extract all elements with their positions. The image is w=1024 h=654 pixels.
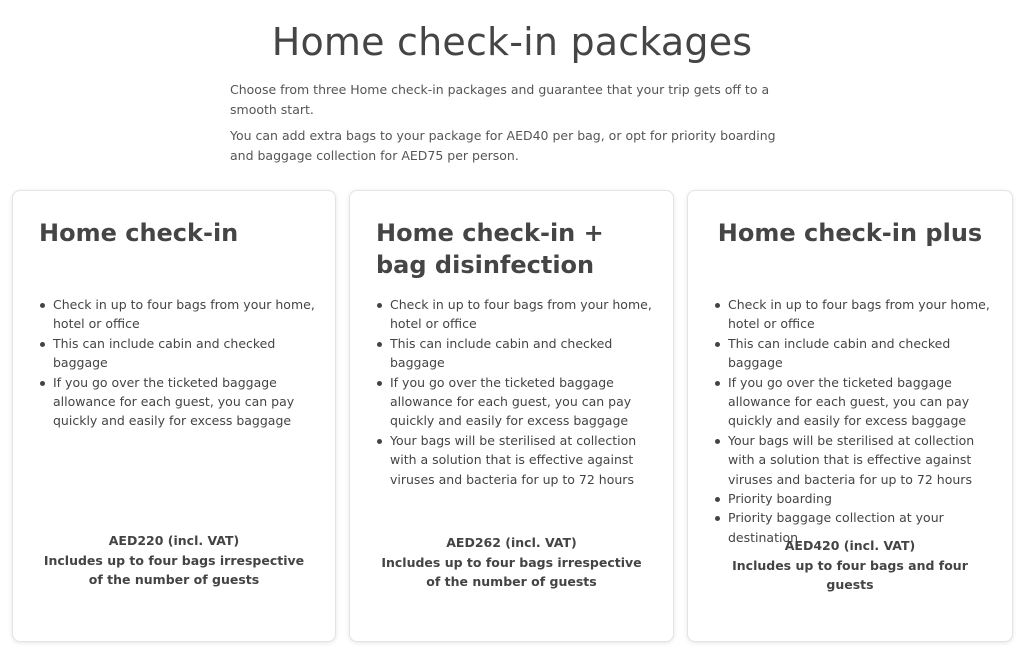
feature-item: Your bags will be sterilised at collection with a solution that is effective against viruses and bacteria for up to 72 hours (714, 431, 1002, 489)
price-block (688, 536, 1012, 595)
intro-text (230, 80, 790, 172)
feature-list (376, 295, 661, 489)
feature-item: Check in up to four bags from your home, hotel or office (376, 295, 661, 334)
feature-list (714, 295, 1002, 547)
package-title: Home check-in (39, 219, 239, 247)
package-price: AED420 (incl. VAT) (784, 538, 916, 553)
feature-item: Priority boarding (714, 489, 1002, 508)
feature-item: If you go over the ticketed baggage allowance for each guest, you can pay quickly and easily for excess baggage (376, 373, 661, 431)
package-price-note: Includes up to four bags irrespective of the number of guests (43, 552, 305, 587)
package-price: AED262 (incl. VAT) (446, 535, 577, 550)
package-card-home-check-in-plus (687, 190, 1013, 642)
feature-item: This can include cabin and checked baggage (39, 334, 324, 373)
feature-item: This can include cabin and checked baggage (376, 334, 661, 373)
price-block (13, 531, 335, 590)
package-title: Home check-in + bag disinfection (376, 219, 604, 279)
feature-item: Priority baggage collection at your destination (714, 508, 1002, 547)
package-title: Home check-in plus (717, 219, 983, 247)
feature-item: This can include cabin and checked baggage (714, 334, 1002, 373)
price-block (350, 533, 673, 592)
feature-item: Check in up to four bags from your home, hotel or office (714, 295, 1002, 334)
page-title: Home check-in packages (271, 20, 753, 64)
package-card-home-check-in (12, 190, 336, 642)
intro-paragraph: You can add extra bags to your package for AED40 per bag, or opt for priority boarding and baggage collection for AED75 per person. (230, 128, 776, 163)
package-card-bag-disinfection (349, 190, 674, 642)
intro-paragraph: Choose from three Home check-in packages and guarantee that your trip gets off to a smooth start. (230, 82, 770, 117)
feature-item: If you go over the ticketed baggage allowance for each guest, you can pay quickly and easily for excess baggage (39, 373, 324, 431)
feature-item: If you go over the ticketed baggage allowance for each guest, you can pay quickly and easily for excess baggage (714, 373, 1002, 431)
package-price-note: Includes up to four bags and four guests (732, 557, 968, 592)
package-price-note: Includes up to four bags irrespective of the number of guests (381, 554, 642, 589)
feature-item: Your bags will be sterilised at collection with a solution that is effective against viruses and bacteria for up to 72 hours (376, 431, 661, 489)
package-price: AED220 (incl. VAT) (108, 533, 240, 548)
feature-list (39, 295, 324, 431)
feature-item: Check in up to four bags from your home, hotel or office (39, 295, 324, 334)
